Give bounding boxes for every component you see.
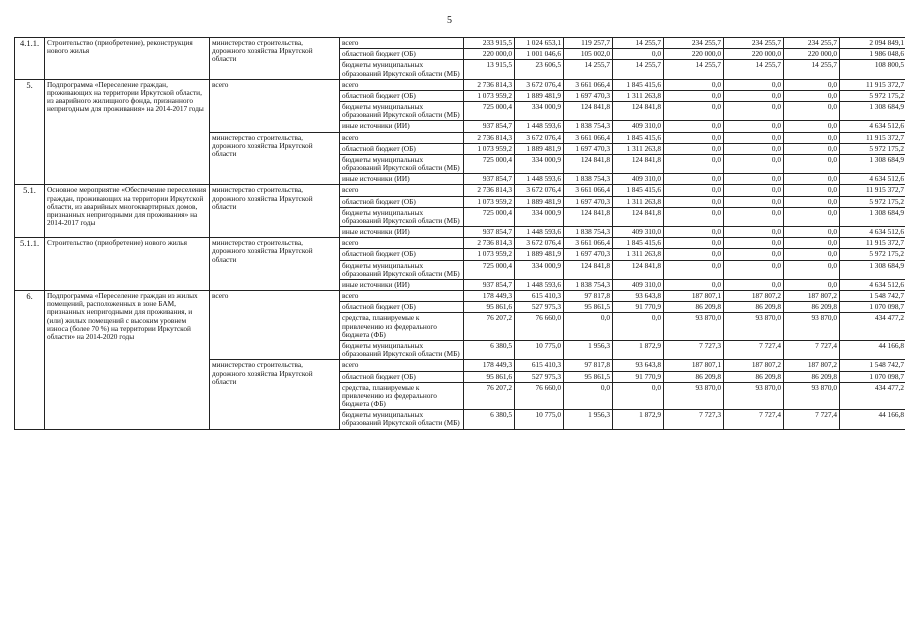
amount-value: 0,0: [784, 185, 840, 196]
amount-value: 937 854,7: [464, 279, 515, 290]
amount-value: 1 889 481,9: [515, 196, 564, 207]
amount-value: 527 975,3: [515, 371, 564, 382]
amount-value: 3 672 076,4: [515, 132, 564, 143]
amount-value: 97 817,8: [564, 360, 613, 371]
funding-source: всего: [340, 132, 464, 143]
funding-source: бюджеты муниципальных образований Иркутской области (МБ): [340, 154, 464, 173]
total-value: 1 986 048,6: [840, 49, 905, 60]
amount-value: 0,0: [664, 227, 724, 238]
funding-source: областной бюджет (ОБ): [340, 196, 464, 207]
amount-value: 3 661 066,4: [564, 185, 613, 196]
amount-value: 1 889 481,9: [515, 249, 564, 260]
amount-value: 0,0: [724, 207, 784, 226]
amount-value: 93 870,0: [784, 382, 840, 410]
amount-value: 0,0: [564, 382, 613, 410]
amount-value: 86 209,8: [784, 371, 840, 382]
amount-value: 334 000,9: [515, 260, 564, 279]
section-number: 6.: [15, 291, 45, 429]
section-number: 5.1.: [15, 185, 45, 238]
amount-value: 7 727,3: [664, 340, 724, 359]
executor-cell: всего: [210, 291, 340, 360]
amount-value: 0,0: [784, 207, 840, 226]
amount-value: 2 736 814,3: [464, 132, 515, 143]
amount-value: 93 870,0: [784, 313, 840, 341]
amount-value: 0,0: [664, 196, 724, 207]
amount-value: 124 841,8: [613, 207, 664, 226]
amount-value: 0,0: [784, 102, 840, 121]
amount-value: 0,0: [724, 227, 784, 238]
funding-source: всего: [340, 360, 464, 371]
table-row: [15, 38, 905, 49]
amount-value: 334 000,9: [515, 154, 564, 173]
funding-source: всего: [340, 38, 464, 49]
amount-value: 1 311 263,8: [613, 196, 664, 207]
amount-value: 0,0: [724, 90, 784, 101]
amount-value: 0,0: [664, 279, 724, 290]
funding-source: всего: [340, 185, 464, 196]
total-value: 5 972 175,2: [840, 90, 905, 101]
amount-value: 1 311 263,8: [613, 90, 664, 101]
amount-value: 95 861,6: [464, 371, 515, 382]
funding-source: областной бюджет (ОБ): [340, 302, 464, 313]
amount-value: 0,0: [664, 121, 724, 132]
amount-value: 725 000,4: [464, 154, 515, 173]
amount-value: 3 672 076,4: [515, 79, 564, 90]
table-row: [15, 79, 905, 90]
total-value: 44 166,8: [840, 410, 905, 429]
amount-value: 124 841,8: [564, 207, 613, 226]
amount-value: 187 807,1: [664, 291, 724, 302]
amount-value: 1 073 959,2: [464, 249, 515, 260]
amount-value: 23 606,5: [515, 60, 564, 79]
total-value: 4 634 512,6: [840, 174, 905, 185]
amount-value: 6 380,5: [464, 340, 515, 359]
amount-value: 220 000,0: [784, 49, 840, 60]
total-value: 4 634 512,6: [840, 121, 905, 132]
amount-value: 3 672 076,4: [515, 238, 564, 249]
total-value: 1 308 684,9: [840, 207, 905, 226]
amount-value: 3 661 066,4: [564, 238, 613, 249]
amount-value: 14 255,7: [564, 60, 613, 79]
amount-value: 234 255,7: [784, 38, 840, 49]
total-value: 5 972 175,2: [840, 249, 905, 260]
amount-value: 1 073 959,2: [464, 90, 515, 101]
funding-source: бюджеты муниципальных образований Иркутской области (МБ): [340, 60, 464, 79]
executor-cell: министерство строительства, дорожного хозяйства Иркутской области: [210, 38, 340, 80]
amount-value: 1 024 653,1: [515, 38, 564, 49]
amount-value: 178 449,3: [464, 360, 515, 371]
amount-value: 91 770,9: [613, 302, 664, 313]
amount-value: 86 209,8: [724, 371, 784, 382]
amount-value: 124 841,8: [564, 260, 613, 279]
funding-source: областной бюджет (ОБ): [340, 249, 464, 260]
amount-value: 76 660,0: [515, 313, 564, 341]
total-value: 108 800,5: [840, 60, 905, 79]
amount-value: 187 807,2: [724, 360, 784, 371]
funding-source: областной бюджет (ОБ): [340, 143, 464, 154]
funding-source: всего: [340, 291, 464, 302]
amount-value: 0,0: [664, 154, 724, 173]
amount-value: 14 255,7: [613, 38, 664, 49]
executor-cell: всего: [210, 79, 340, 132]
amount-value: 0,0: [724, 121, 784, 132]
amount-value: 2 736 814,3: [464, 185, 515, 196]
amount-value: 1 845 415,6: [613, 238, 664, 249]
amount-value: 937 854,7: [464, 121, 515, 132]
total-value: 11 915 372,7: [840, 132, 905, 143]
amount-value: 0,0: [784, 260, 840, 279]
amount-value: 95 861,6: [464, 302, 515, 313]
amount-value: 1 448 593,6: [515, 227, 564, 238]
amount-value: 0,0: [724, 279, 784, 290]
total-value: 1 308 684,9: [840, 154, 905, 173]
total-value: 4 634 512,6: [840, 227, 905, 238]
amount-value: 0,0: [784, 121, 840, 132]
section-name: Основное мероприятие «Обеспечение переселения граждан, проживающих на территории Иркутской области, из аварийных многоквартирных домов, признанных непригодными для проживания» на 2014-2017 годы: [45, 185, 210, 238]
amount-value: 124 841,8: [613, 154, 664, 173]
amount-value: 93 870,0: [724, 382, 784, 410]
amount-value: 0,0: [784, 79, 840, 90]
amount-value: 1 838 754,3: [564, 121, 613, 132]
amount-value: 0,0: [724, 196, 784, 207]
total-value: 1 070 098,7: [840, 371, 905, 382]
total-value: 434 477,2: [840, 313, 905, 341]
amount-value: 0,0: [784, 227, 840, 238]
funding-source: средства, планируемые к привлечению из федерального бюджета (ФБ): [340, 313, 464, 341]
amount-value: 0,0: [724, 185, 784, 196]
amount-value: 14 255,7: [664, 60, 724, 79]
amount-value: 0,0: [784, 249, 840, 260]
amount-value: 334 000,9: [515, 207, 564, 226]
amount-value: 0,0: [784, 132, 840, 143]
amount-value: 95 861,5: [564, 302, 613, 313]
funding-source: средства, планируемые к привлечению из федерального бюджета (ФБ): [340, 382, 464, 410]
amount-value: 220 000,0: [664, 49, 724, 60]
amount-value: 725 000,4: [464, 102, 515, 121]
total-value: 11 915 372,7: [840, 185, 905, 196]
amount-value: 0,0: [784, 154, 840, 173]
amount-value: 1 889 481,9: [515, 143, 564, 154]
amount-value: 1 073 959,2: [464, 143, 515, 154]
total-value: 2 094 849,1: [840, 38, 905, 49]
amount-value: 93 870,0: [724, 313, 784, 341]
amount-value: 1 838 754,3: [564, 279, 613, 290]
funding-source: бюджеты муниципальных образований Иркутской области (МБ): [340, 340, 464, 359]
total-value: 11 915 372,7: [840, 79, 905, 90]
amount-value: 86 209,8: [724, 302, 784, 313]
amount-value: 124 841,8: [613, 260, 664, 279]
amount-value: 76 207,2: [464, 382, 515, 410]
amount-value: 3 672 076,4: [515, 185, 564, 196]
amount-value: 1 448 593,6: [515, 174, 564, 185]
amount-value: 1 073 959,2: [464, 196, 515, 207]
page-number: 5: [447, 15, 452, 26]
amount-value: 0,0: [664, 249, 724, 260]
section-number: 5.: [15, 79, 45, 185]
section-name: Подпрограмма «Переселение граждан из жилых помещений, расположенных в зоне БАМ, признанных непригодными для проживания, и (или) жилых помещений с высоким уровнем износа (более 70 %) на территории Иркутской области» на 2014-2020 годы: [45, 291, 210, 429]
amount-value: 2 736 814,3: [464, 238, 515, 249]
amount-value: 93 870,0: [664, 313, 724, 341]
amount-value: 91 770,9: [613, 371, 664, 382]
amount-value: 1 697 470,3: [564, 143, 613, 154]
funding-source: всего: [340, 238, 464, 249]
funding-source: иные источники (ИИ): [340, 174, 464, 185]
amount-value: 615 410,3: [515, 360, 564, 371]
amount-value: 1 697 470,3: [564, 196, 613, 207]
table-row: [15, 238, 905, 249]
amount-value: 0,0: [724, 260, 784, 279]
amount-value: 124 841,8: [564, 102, 613, 121]
amount-value: 1 448 593,6: [515, 279, 564, 290]
amount-value: 0,0: [664, 185, 724, 196]
section-number: 5.1.1.: [15, 238, 45, 291]
funding-source: областной бюджет (ОБ): [340, 49, 464, 60]
funding-source: бюджеты муниципальных образований Иркутской области (МБ): [340, 410, 464, 429]
amount-value: 0,0: [784, 90, 840, 101]
amount-value: 0,0: [784, 196, 840, 207]
amount-value: 1 845 415,6: [613, 185, 664, 196]
section-number: 4.1.1.: [15, 38, 45, 80]
amount-value: 1 889 481,9: [515, 90, 564, 101]
amount-value: 220 000,0: [464, 49, 515, 60]
amount-value: 0,0: [784, 143, 840, 154]
amount-value: 76 660,0: [515, 382, 564, 410]
amount-value: 527 975,3: [515, 302, 564, 313]
amount-value: 0,0: [664, 102, 724, 121]
section-name: Строительство (приобретение) нового жилья: [45, 238, 210, 291]
table-row: [15, 185, 905, 196]
amount-value: 1 872,9: [613, 340, 664, 359]
amount-value: 95 861,5: [564, 371, 613, 382]
amount-value: 86 209,8: [664, 371, 724, 382]
amount-value: 13 915,5: [464, 60, 515, 79]
amount-value: 119 257,7: [564, 38, 613, 49]
amount-value: 10 775,0: [515, 410, 564, 429]
amount-value: 105 002,0: [564, 49, 613, 60]
amount-value: 409 310,0: [613, 121, 664, 132]
total-value: 1 308 684,9: [840, 260, 905, 279]
amount-value: 1 838 754,3: [564, 174, 613, 185]
amount-value: 1 872,9: [613, 410, 664, 429]
amount-value: 0,0: [664, 143, 724, 154]
funding-source: областной бюджет (ОБ): [340, 371, 464, 382]
amount-value: 725 000,4: [464, 260, 515, 279]
amount-value: 124 841,8: [564, 154, 613, 173]
amount-value: 1 311 263,8: [613, 249, 664, 260]
amount-value: 1 845 415,6: [613, 132, 664, 143]
amount-value: 86 209,8: [784, 302, 840, 313]
amount-value: 1 697 470,3: [564, 90, 613, 101]
amount-value: 1 448 593,6: [515, 121, 564, 132]
amount-value: 187 807,2: [784, 360, 840, 371]
amount-value: 0,0: [664, 207, 724, 226]
amount-value: 178 449,3: [464, 291, 515, 302]
total-value: 1 070 098,7: [840, 302, 905, 313]
amount-value: 1 956,3: [564, 410, 613, 429]
amount-value: 0,0: [724, 238, 784, 249]
amount-value: 0,0: [724, 132, 784, 143]
executor-cell: министерство строительства, дорожного хозяйства Иркутской области: [210, 132, 340, 185]
funding-source: бюджеты муниципальных образований Иркутской области (МБ): [340, 260, 464, 279]
amount-value: 7 727,3: [664, 410, 724, 429]
amount-value: 725 000,4: [464, 207, 515, 226]
amount-value: 93 643,8: [613, 360, 664, 371]
amount-value: 0,0: [724, 79, 784, 90]
section-name: Подпрограмма «Переселение граждан, проживающих на территории Иркутской области, из аварийного жилищного фонда, признанного непригодным для проживания» на 2014-2017 годы: [45, 79, 210, 185]
amount-value: 0,0: [784, 279, 840, 290]
amount-value: 0,0: [613, 382, 664, 410]
amount-value: 234 255,7: [724, 38, 784, 49]
amount-value: 334 000,9: [515, 102, 564, 121]
amount-value: 3 661 066,4: [564, 132, 613, 143]
amount-value: 7 727,4: [784, 410, 840, 429]
amount-value: 0,0: [664, 132, 724, 143]
amount-value: 0,0: [724, 154, 784, 173]
funding-source: бюджеты муниципальных образований Иркутской области (МБ): [340, 102, 464, 121]
total-value: 11 915 372,7: [840, 238, 905, 249]
amount-value: 937 854,7: [464, 227, 515, 238]
amount-value: 0,0: [664, 174, 724, 185]
funding-source: всего: [340, 79, 464, 90]
amount-value: 10 775,0: [515, 340, 564, 359]
amount-value: 937 854,7: [464, 174, 515, 185]
amount-value: 1 001 046,6: [515, 49, 564, 60]
total-value: 1 548 742,7: [840, 360, 905, 371]
funding-source: бюджеты муниципальных образований Иркутской области (МБ): [340, 207, 464, 226]
amount-value: 187 807,1: [664, 360, 724, 371]
amount-value: 0,0: [664, 260, 724, 279]
amount-value: 6 380,5: [464, 410, 515, 429]
amount-value: 0,0: [724, 143, 784, 154]
amount-value: 220 000,0: [724, 49, 784, 60]
amount-value: 86 209,8: [664, 302, 724, 313]
amount-value: 187 807,2: [784, 291, 840, 302]
total-value: 434 477,2: [840, 382, 905, 410]
total-value: 5 972 175,2: [840, 196, 905, 207]
amount-value: 2 736 814,3: [464, 79, 515, 90]
amount-value: 1 311 263,8: [613, 143, 664, 154]
budget-table: [14, 37, 905, 430]
amount-value: 14 255,7: [724, 60, 784, 79]
executor-cell: министерство строительства, дорожного хозяйства Иркутской области: [210, 185, 340, 238]
amount-value: 615 410,3: [515, 291, 564, 302]
amount-value: 3 661 066,4: [564, 79, 613, 90]
section-name: Строительство (приобретение), реконструкция нового жилья: [45, 38, 210, 80]
amount-value: 1 697 470,3: [564, 249, 613, 260]
amount-value: 7 727,4: [784, 340, 840, 359]
total-value: 1 308 684,9: [840, 102, 905, 121]
executor-cell: министерство строительства, дорожного хозяйства Иркутской области: [210, 238, 340, 291]
amount-value: 14 255,7: [613, 60, 664, 79]
amount-value: 7 727,4: [724, 410, 784, 429]
amount-value: 187 807,2: [724, 291, 784, 302]
amount-value: 233 915,5: [464, 38, 515, 49]
amount-value: 1 845 415,6: [613, 79, 664, 90]
table-row: [15, 291, 905, 302]
funding-source: иные источники (ИИ): [340, 121, 464, 132]
amount-value: 234 255,7: [664, 38, 724, 49]
total-value: 5 972 175,2: [840, 143, 905, 154]
funding-source: иные источники (ИИ): [340, 279, 464, 290]
amount-value: 93 643,8: [613, 291, 664, 302]
total-value: 44 166,8: [840, 340, 905, 359]
amount-value: 1 838 754,3: [564, 227, 613, 238]
amount-value: 409 310,0: [613, 227, 664, 238]
amount-value: 0,0: [664, 238, 724, 249]
funding-source: иные источники (ИИ): [340, 227, 464, 238]
amount-value: 97 817,8: [564, 291, 613, 302]
amount-value: 0,0: [613, 313, 664, 341]
amount-value: 0,0: [664, 90, 724, 101]
amount-value: 0,0: [784, 238, 840, 249]
total-value: 1 548 742,7: [840, 291, 905, 302]
amount-value: 7 727,4: [724, 340, 784, 359]
amount-value: 409 310,0: [613, 174, 664, 185]
executor-cell: министерство строительства, дорожного хозяйства Иркутской области: [210, 360, 340, 429]
amount-value: 0,0: [724, 249, 784, 260]
amount-value: 1 956,3: [564, 340, 613, 359]
amount-value: 0,0: [664, 79, 724, 90]
amount-value: 0,0: [613, 49, 664, 60]
amount-value: 409 310,0: [613, 279, 664, 290]
amount-value: 14 255,7: [784, 60, 840, 79]
amount-value: 93 870,0: [664, 382, 724, 410]
total-value: 4 634 512,6: [840, 279, 905, 290]
amount-value: 0,0: [724, 174, 784, 185]
amount-value: 76 207,2: [464, 313, 515, 341]
amount-value: 0,0: [724, 102, 784, 121]
amount-value: 0,0: [564, 313, 613, 341]
amount-value: 0,0: [784, 174, 840, 185]
funding-source: областной бюджет (ОБ): [340, 90, 464, 101]
amount-value: 124 841,8: [613, 102, 664, 121]
